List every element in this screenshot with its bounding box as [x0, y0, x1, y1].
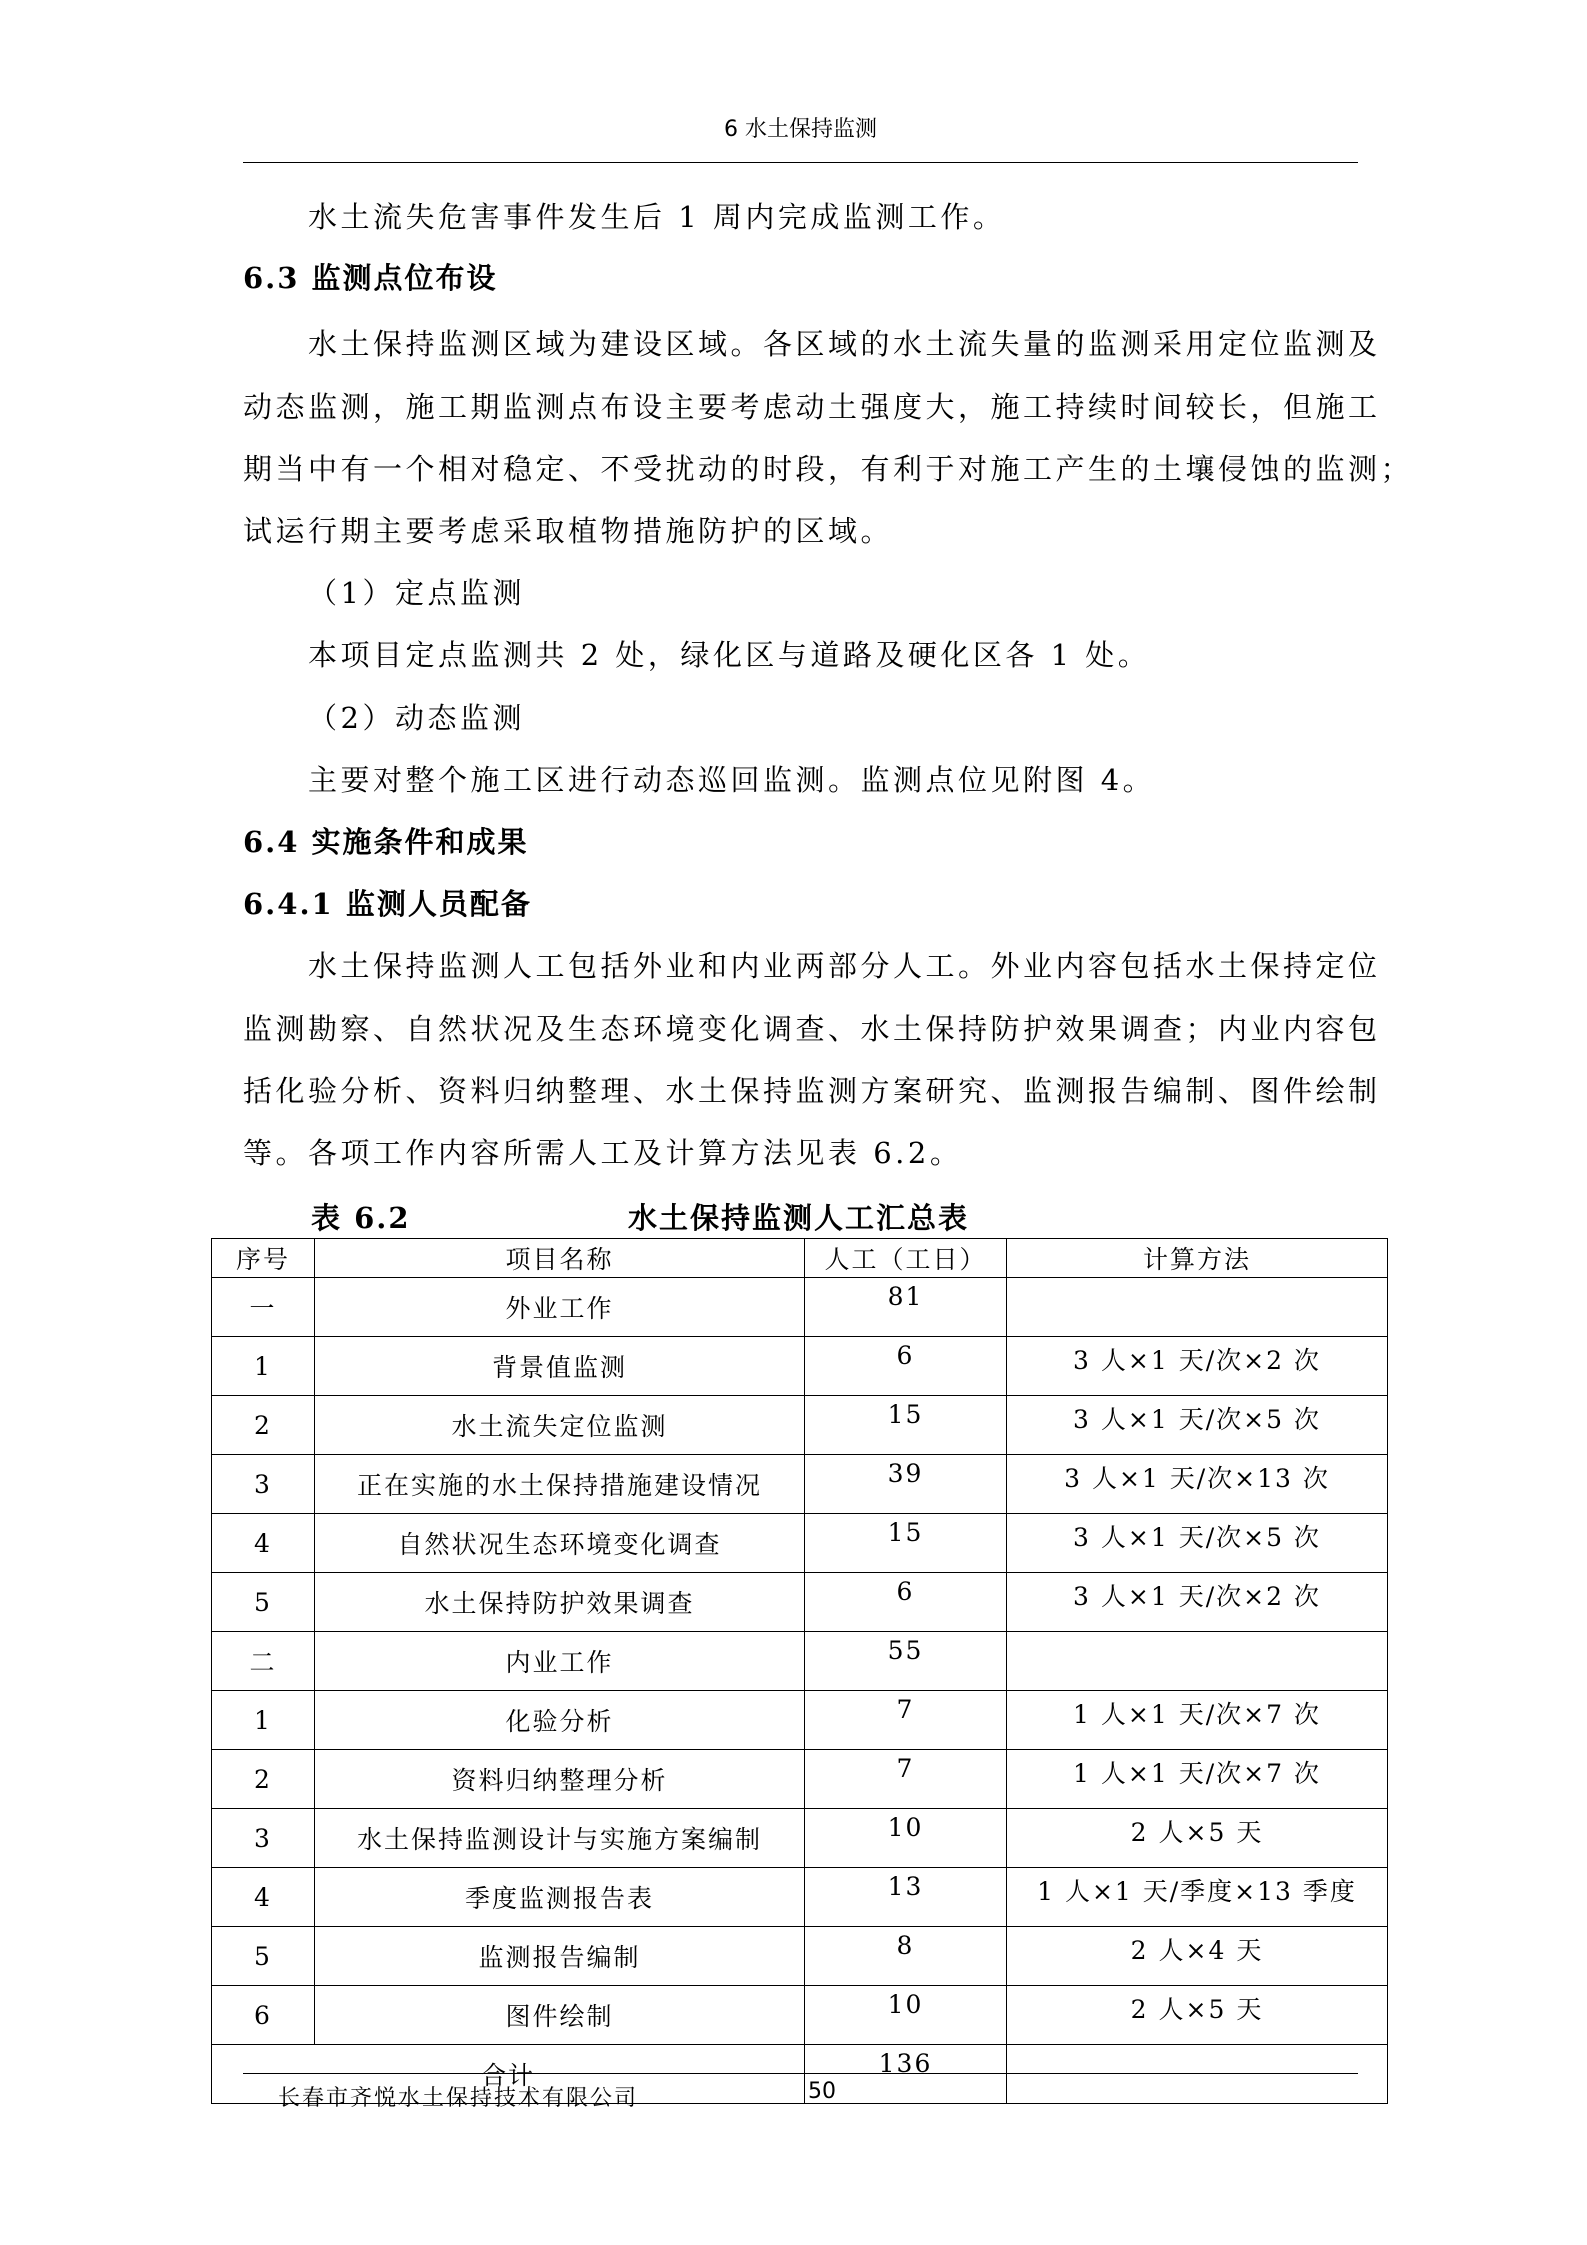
table-cell: 2 人×5 天 — [1007, 1809, 1388, 1868]
section-heading-6-3: 6.3 监测点位布设 — [243, 261, 498, 295]
table-row — [212, 1691, 1388, 1750]
paragraph-line: 动态监测，施工期监测点布设主要考虑动土强度大，施工持续时间较长，但施工 — [243, 390, 1381, 424]
header-cell: 项目名称 — [315, 1239, 805, 1278]
table-cell: 15 — [805, 1396, 1007, 1455]
table-cell: 13 — [805, 1868, 1007, 1927]
labor-summary-table — [211, 1238, 1388, 2104]
table-cell: 1 人×1 天/次×7 次 — [1007, 1691, 1388, 1750]
table-cell: 一 — [212, 1278, 315, 1337]
table-cell: 8 — [805, 1927, 1007, 1986]
footer-rule — [243, 2073, 1358, 2074]
paragraph-line: 主要对整个施工区进行动态巡回监测。监测点位见附图 4。 — [308, 763, 1156, 797]
list-item-title: （2）动态监测 — [308, 701, 525, 735]
table-cell: 3 人×1 天/次×2 次 — [1007, 1573, 1388, 1632]
table-caption-title: 水土保持监测人工汇总表 — [628, 1201, 970, 1235]
table-cell: 7 — [805, 1691, 1007, 1750]
table-cell: 二 — [212, 1632, 315, 1691]
table-cell: 背景值监测 — [315, 1337, 805, 1396]
table-cell: 6 — [805, 1337, 1007, 1396]
table-row — [212, 1396, 1388, 1455]
header-cell: 人工（工日） — [805, 1239, 1007, 1278]
table-cell: 季度监测报告表 — [315, 1868, 805, 1927]
table-cell: 2 人×5 天 — [1007, 1986, 1388, 2045]
footer-company: 长春市齐悦水土保持技术有限公司 — [278, 2086, 639, 2111]
table-cell: 1 人×1 天/季度×13 季度 — [1007, 1868, 1388, 1927]
table-row — [212, 1986, 1388, 2045]
table-row — [212, 1278, 1388, 1337]
table-row — [212, 1927, 1388, 1986]
table-cell: 自然状况生态环境变化调查 — [315, 1514, 805, 1573]
paragraph-line: 括化验分析、资料归纳整理、水土保持监测方案研究、监测报告编制、图件绘制 — [243, 1074, 1381, 1108]
table-cell: 1 人×1 天/次×7 次 — [1007, 1750, 1388, 1809]
header-rule — [243, 162, 1358, 163]
paragraph-line: 水土保持监测人工包括外业和内业两部分人工。外业内容包括水土保持定位 — [308, 949, 1381, 983]
page-number: 50 — [808, 2079, 836, 2104]
table-cell: 水土保持监测设计与实施方案编制 — [315, 1809, 805, 1868]
section-heading-6-4: 6.4 实施条件和成果 — [243, 825, 529, 859]
table-cell: 化验分析 — [315, 1691, 805, 1750]
paragraph-line: 试运行期主要考虑采取植物措施防护的区域。 — [243, 514, 894, 548]
table-cell — [1007, 1278, 1388, 1337]
paragraph-line: 监测勘察、自然状况及生态环境变化调查、水土保持防护效果调查；内业内容包 — [243, 1012, 1381, 1046]
header-cell: 计算方法 — [1007, 1239, 1388, 1278]
table-caption-number: 表 6.2 — [311, 1201, 411, 1235]
table-cell: 3 — [212, 1455, 315, 1514]
running-header: 6 水土保持监测 — [724, 117, 877, 142]
table-cell — [1007, 1632, 1388, 1691]
table-row — [212, 1573, 1388, 1632]
table-cell: 内业工作 — [315, 1632, 805, 1691]
table-row — [212, 1750, 1388, 1809]
table-row — [212, 1514, 1388, 1573]
table-cell: 5 — [212, 1573, 315, 1632]
table-cell: 10 — [805, 1809, 1007, 1868]
table-cell: 图件绘制 — [315, 1986, 805, 2045]
paragraph-line: 等。各项工作内容所需人工及计算方法见表 6.2。 — [243, 1136, 963, 1170]
table-cell: 7 — [805, 1750, 1007, 1809]
table-cell: 外业工作 — [315, 1278, 805, 1337]
header-cell: 序号 — [212, 1239, 315, 1278]
table-cell: 55 — [805, 1632, 1007, 1691]
table-cell: 2 — [212, 1396, 315, 1455]
table-row — [212, 1455, 1388, 1514]
table-cell: 10 — [805, 1986, 1007, 2045]
table-cell: 水土保持防护效果调查 — [315, 1573, 805, 1632]
table-cell: 4 — [212, 1514, 315, 1573]
total-label: 合计 — [212, 2045, 805, 2104]
table-cell: 资料归纳整理分析 — [315, 1750, 805, 1809]
table-cell: 3 — [212, 1809, 315, 1868]
table-header-row — [212, 1239, 1388, 1278]
table-cell: 正在实施的水土保持措施建设情况 — [315, 1455, 805, 1514]
paragraph-line: 期当中有一个相对稳定、不受扰动的时段，有利于对施工产生的土壤侵蚀的监测； — [243, 452, 1414, 486]
table-cell: 2 — [212, 1750, 315, 1809]
total-value: 136 — [805, 2045, 1007, 2104]
table-cell: 39 — [805, 1455, 1007, 1514]
table-row — [212, 1337, 1388, 1396]
table-cell: 81 — [805, 1278, 1007, 1337]
table-row — [212, 1868, 1388, 1927]
paragraph-line: 本项目定点监测共 2 处，绿化区与道路及硬化区各 1 处。 — [308, 638, 1151, 672]
total-method — [1007, 2045, 1388, 2104]
table-cell: 3 人×1 天/次×5 次 — [1007, 1396, 1388, 1455]
table-cell: 1 — [212, 1337, 315, 1396]
table-cell: 监测报告编制 — [315, 1927, 805, 1986]
table-cell: 5 — [212, 1927, 315, 1986]
table-cell: 3 人×1 天/次×2 次 — [1007, 1337, 1388, 1396]
paragraph-line: 水土保持监测区域为建设区域。各区域的水土流失量的监测采用定位监测及 — [308, 327, 1381, 361]
table-cell: 3 人×1 天/次×5 次 — [1007, 1514, 1388, 1573]
table-cell: 2 人×4 天 — [1007, 1927, 1388, 1986]
section-heading-6-4-1: 6.4.1 监测人员配备 — [243, 887, 532, 921]
table-cell: 4 — [212, 1868, 315, 1927]
table-row — [212, 1632, 1388, 1691]
table-cell: 3 人×1 天/次×13 次 — [1007, 1455, 1388, 1514]
table-cell: 6 — [212, 1986, 315, 2045]
table-cell: 水土流失定位监测 — [315, 1396, 805, 1455]
list-item-title: （1）定点监测 — [308, 576, 525, 610]
table-cell: 1 — [212, 1691, 315, 1750]
paragraph-line: 水土流失危害事件发生后 1 周内完成监测工作。 — [308, 200, 1006, 234]
table-cell: 15 — [805, 1514, 1007, 1573]
table-cell: 6 — [805, 1573, 1007, 1632]
table-row — [212, 1809, 1388, 1868]
